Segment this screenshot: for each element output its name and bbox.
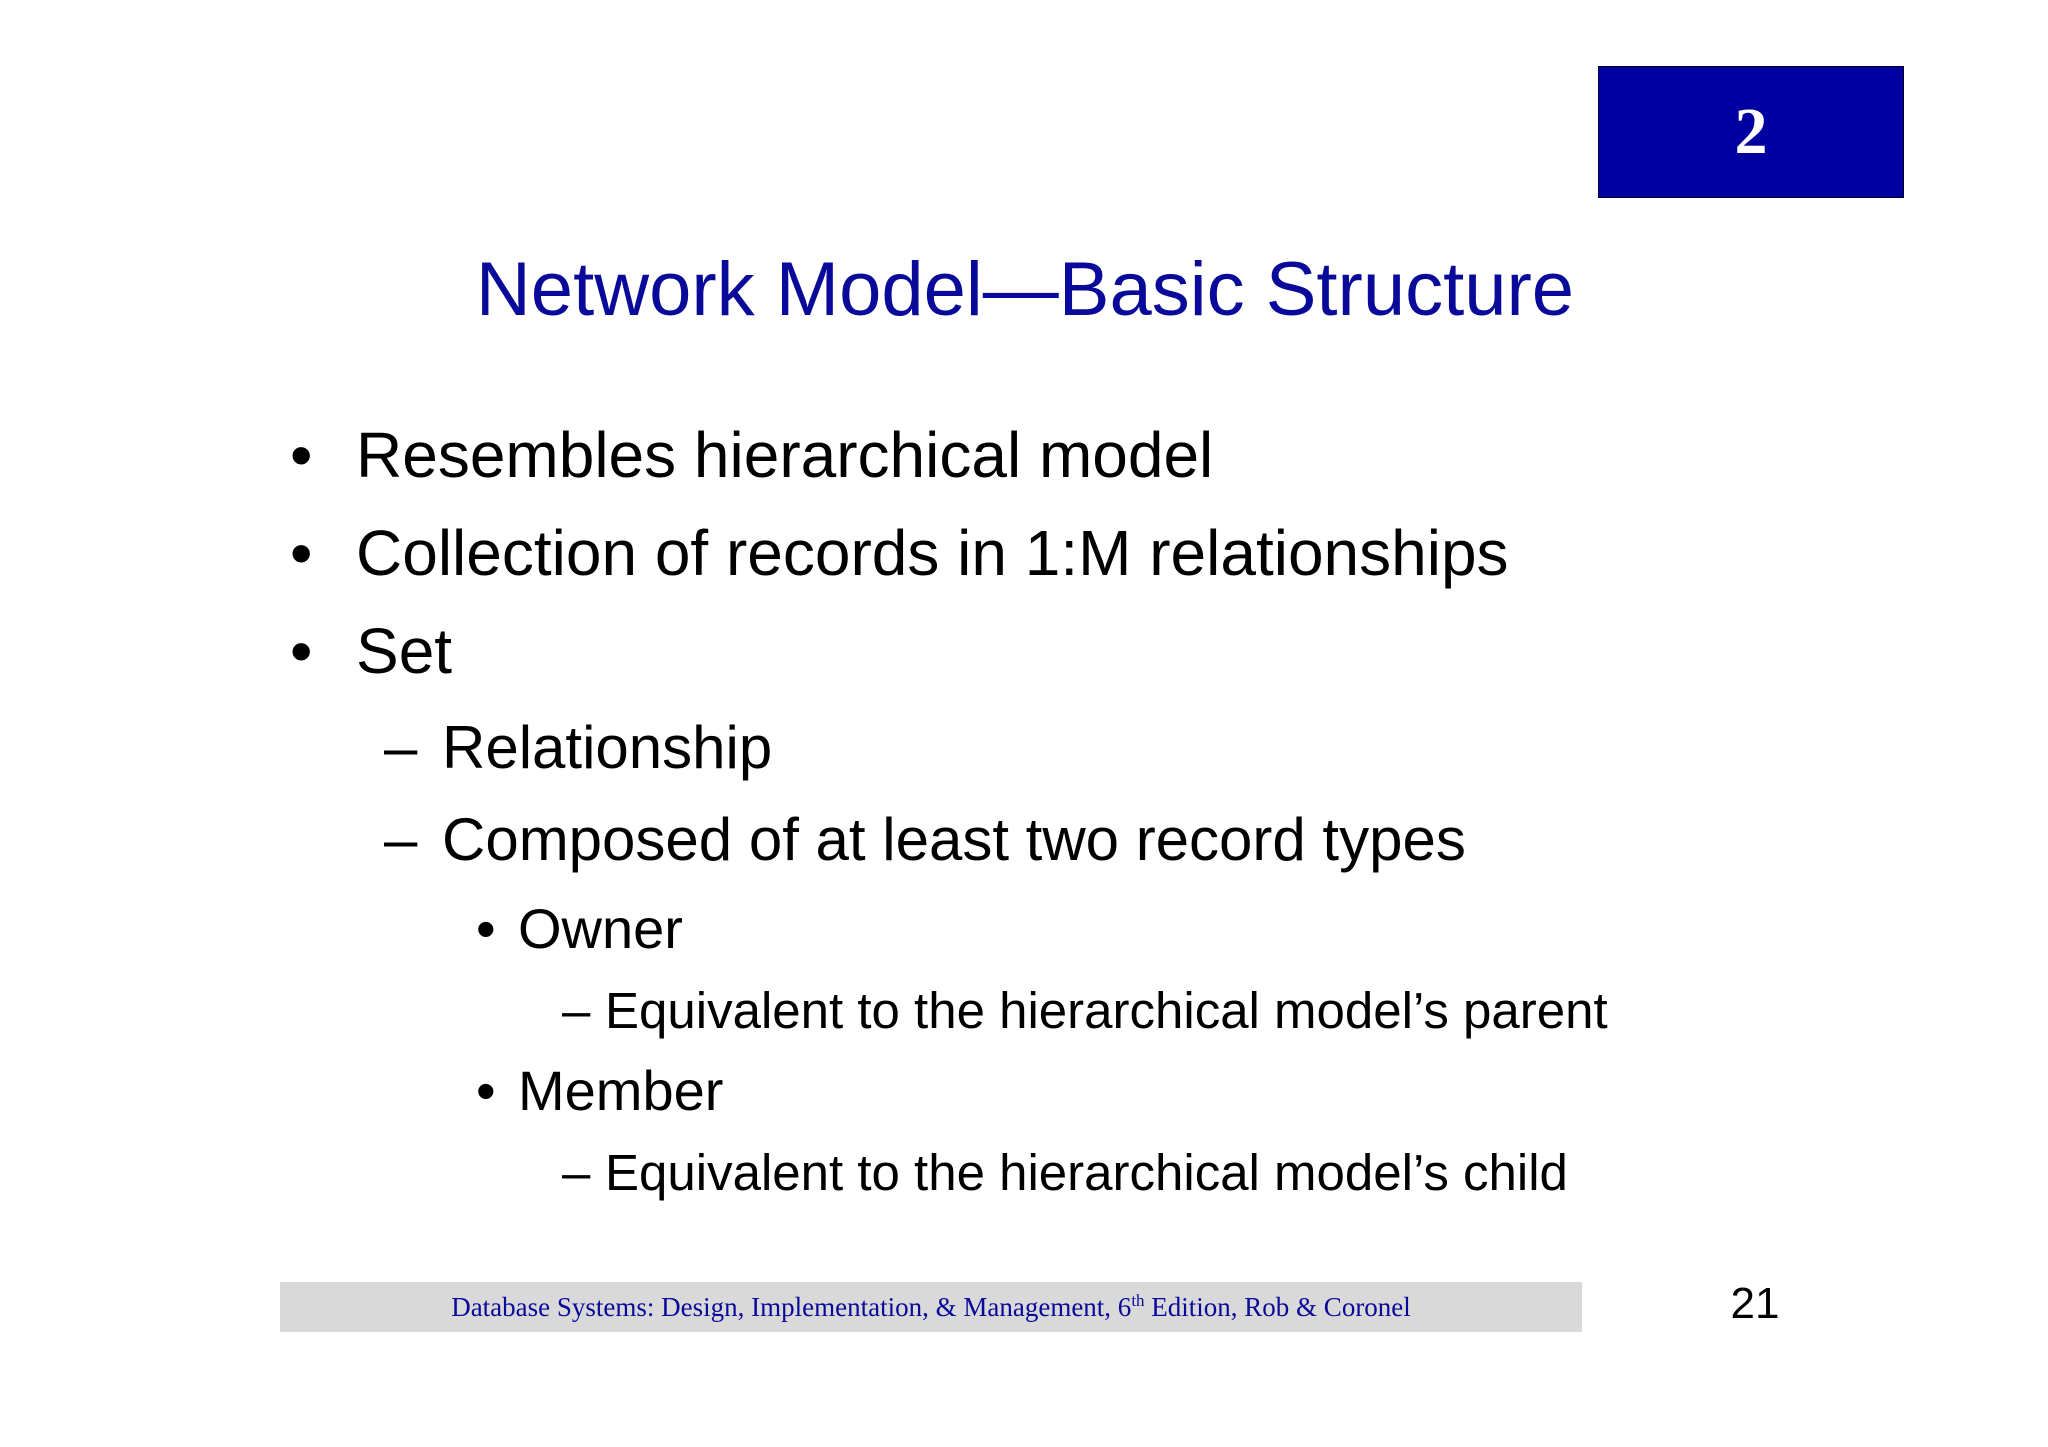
bullet-item <box>290 517 1509 589</box>
footer-text-before: Database Systems: Design, Implementation, & Management, 6 <box>451 1291 1132 1322</box>
bullet-marker: • <box>290 419 313 491</box>
sub-sub-bullet-marker: • <box>476 897 496 960</box>
sub-sub-bullet-item <box>476 1059 724 1122</box>
sub-bullet-marker: – <box>384 714 418 781</box>
bullet-item <box>290 419 1214 491</box>
sub-sub-bullet-item <box>476 897 683 960</box>
footer-text-after: Edition, Rob & Coronel <box>1144 1291 1411 1322</box>
level4-bullet-text: Equivalent to the hierarchical model’s child <box>605 1144 1568 1201</box>
bullet-marker: • <box>290 517 313 589</box>
footer-superscript: th <box>1131 1290 1145 1310</box>
bullet-marker: • <box>290 615 313 687</box>
bullet-text: Resembles hierarchical model <box>356 419 1214 491</box>
bullet-text: Collection of records in 1:M relationships <box>356 517 1509 589</box>
bullet-item <box>290 615 453 687</box>
footer-citation <box>451 1292 1411 1323</box>
page-number: 21 <box>1730 1279 1780 1328</box>
sub-sub-bullet-text: Member <box>518 1059 724 1122</box>
slide-title: Network Model—Basic Structure <box>475 247 1575 332</box>
sub-bullet-item <box>384 806 1466 873</box>
chapter-badge <box>1598 66 1904 198</box>
level4-bullet-text: Equivalent to the hierarchical model’s parent <box>605 982 1608 1039</box>
bullet-text: Set <box>356 615 453 687</box>
sub-bullet-marker: – <box>384 806 418 873</box>
sub-bullet-item <box>384 714 773 781</box>
level4-bullet-item <box>562 1144 1568 1201</box>
sub-sub-bullet-text: Owner <box>518 897 683 960</box>
sub-bullet-text: Composed of at least two record types <box>442 806 1466 873</box>
level4-bullet-marker: – <box>562 982 591 1039</box>
sub-sub-bullet-marker: • <box>476 1059 496 1122</box>
level4-bullet-marker: – <box>562 1144 591 1201</box>
sub-bullet-text: Relationship <box>442 714 773 781</box>
footer-bar <box>280 1282 1582 1332</box>
level4-bullet-item <box>562 982 1608 1039</box>
chapter-number: 2 <box>1734 95 1768 168</box>
